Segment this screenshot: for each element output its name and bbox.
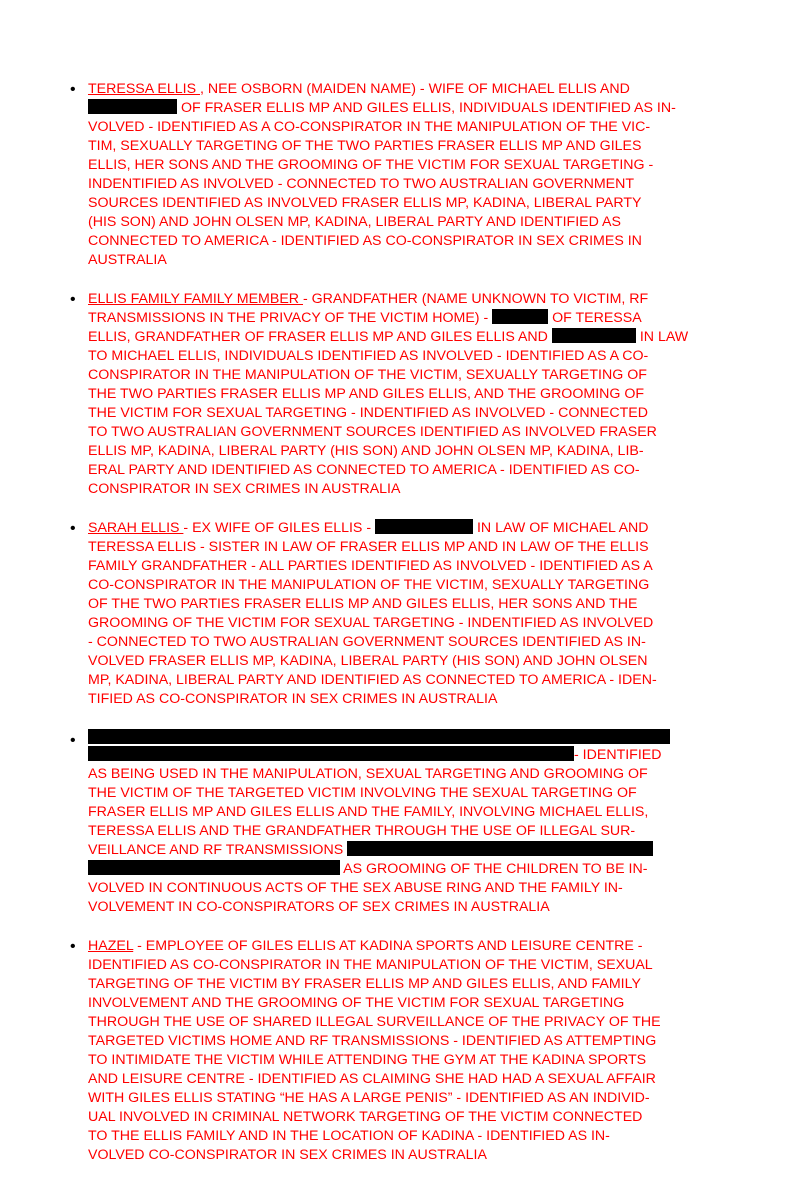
entry-name: ELLIS FAMILY FAMILY MEMBER xyxy=(88,291,303,307)
text-line: TO MICHAEL ELLIS, INDIVIDUALS IDENTIFIED AS INVOLVED - IDENTIFIED AS A CO- xyxy=(88,348,649,364)
text-line: TO TWO AUSTRALIAN GOVERNMENT SOURCES IDENTIFIED AS INVOLVED FRASER xyxy=(88,424,657,440)
list-item-redacted xyxy=(70,729,724,917)
redaction-bar xyxy=(375,519,473,534)
text-line: TARGETED VICTIMS HOME AND RF TRANSMISSIONS - IDENTIFIED AS ATTEMPTING xyxy=(88,1033,657,1049)
text-line: IDENTIFIED AS CO-CONSPIRATOR IN THE MANIPULATION OF THE VICTIM, SEXUAL xyxy=(88,957,653,973)
redaction-bar xyxy=(88,99,177,114)
text-line: VOLVEMENT IN CO-CONSPIRATORS OF SEX CRIMES IN AUSTRALIA xyxy=(88,899,550,915)
text-line: OF FRASER ELLIS MP AND GILES ELLIS, INDIVIDUALS IDENTIFIED AS IN- xyxy=(88,99,724,118)
text-line: ELLIS, HER SONS AND THE GROOMING OF THE VICTIM FOR SEXUAL TARGETING - xyxy=(88,157,654,173)
text-line: VOLVED - IDENTIFIED AS A CO-CONSPIRATOR IN THE MANIPULATION OF THE VIC- xyxy=(88,119,651,135)
text-line: TERESSA ELLIS - SISTER IN LAW OF FRASER ELLIS MP AND IN LAW OF THE ELLIS xyxy=(88,539,649,555)
text-line: VOLVED FRASER ELLIS MP, KADINA, LIBERAL PARTY (HIS SON) AND JOHN OLSEN xyxy=(88,653,648,669)
text-line: THE TWO PARTIES FRASER ELLIS MP AND GILES ELLIS, AND THE GROOMING OF xyxy=(88,386,645,402)
text-line: FAMILY GRANDFATHER - ALL PARTIES IDENTIFIED AS INVOLVED - IDENTIFIED AS A xyxy=(88,558,653,574)
text-line: CO-CONSPIRATOR IN THE MANIPULATION OF THE VICTIM, SEXUALLY TARGETING xyxy=(88,577,650,593)
text-line: SARAH ELLIS - EX WIFE OF GILES ELLIS - IN LAW OF MICHAEL AND xyxy=(88,520,649,536)
text-line: AND LEISURE CENTRE - IDENTIFIED AS CLAIMING SHE HAD HAD A SEXUAL AFFAIR xyxy=(88,1071,656,1087)
text-line: VOLVED CO-CONSPIRATOR IN SEX CRIMES IN AUSTRALIA xyxy=(88,1147,487,1163)
text-line: VEILLANCE AND RF TRANSMISSIONS xyxy=(88,841,724,860)
text-line: SOURCES IDENTIFIED AS INVOLVED FRASER ELLIS MP, KADINA, LIBERAL PARTY xyxy=(88,195,642,211)
bullet-icon: • xyxy=(70,732,76,749)
text-line: ERAL PARTY AND IDENTIFIED AS CONNECTED TO AMERICA - IDENTIFIED AS CO- xyxy=(88,462,640,478)
redaction-bar xyxy=(552,328,636,343)
text-line: TERESSA ELLIS AND THE GRANDFATHER THROUGH THE USE OF ILLEGAL SUR- xyxy=(88,823,636,839)
text-line: OF THE TWO PARTIES FRASER ELLIS MP AND GILES ELLIS, HER SONS AND THE xyxy=(88,596,638,612)
text-line: CONSPIRATOR IN THE MANIPULATION OF THE VICTIM, SEXUALLY TARGETING OF xyxy=(88,367,647,383)
text-line: TIM, SEXUALLY TARGETING OF THE TWO PARTIES FRASER ELLIS MP AND GILES xyxy=(88,138,642,154)
list-item-sarah-ellis xyxy=(70,519,724,709)
entry-name: SARAH ELLIS xyxy=(88,520,184,536)
text-line: - IDENTIFIED xyxy=(88,746,724,765)
text-line: TERESSA ELLIS , NEE OSBORN (MAIDEN NAME) - WIFE OF MICHAEL ELLIS AND xyxy=(88,81,630,97)
text-line: CONSPIRATOR IN SEX CRIMES IN AUSTRALIA xyxy=(88,481,401,497)
text-line: THE VICTIM FOR SEXUAL TARGETING - INDENTIFIED AS INVOLVED - CONNECTED xyxy=(88,405,648,421)
bullet-icon: • xyxy=(70,291,76,308)
text-line: INVOLVEMENT AND THE GROOMING OF THE VICTIM FOR SEXUAL TARGETING xyxy=(88,995,625,1011)
redaction-bar xyxy=(88,746,574,761)
text-line: (HIS SON) AND JOHN OLSEN MP, KADINA, LIBERAL PARTY AND IDENTIFIED AS xyxy=(88,214,621,230)
text-line: THROUGH THE USE OF SHARED ILLEGAL SURVEILLANCE OF THE PRIVACY OF THE xyxy=(88,1014,661,1030)
bullet-icon: • xyxy=(70,81,76,98)
redaction-bar xyxy=(347,841,653,856)
text-line: WITH GILES ELLIS STATING “HE HAS A LARGE PENIS” - IDENTIFIED AS AN INDIVID- xyxy=(88,1090,650,1106)
text-line: TO THE ELLIS FAMILY AND IN THE LOCATION OF KADINA - IDENTIFIED AS IN- xyxy=(88,1128,610,1144)
bullet-icon: • xyxy=(70,938,76,955)
text-line: AS GROOMING OF THE CHILDREN TO BE IN- xyxy=(88,860,724,879)
bullet-icon: • xyxy=(70,520,76,537)
text-line: HAZEL - EMPLOYEE OF GILES ELLIS AT KADINA SPORTS AND LEISURE CENTRE - xyxy=(88,938,643,954)
text-line: TRANSMISSIONS IN THE PRIVACY OF THE VICTIM HOME) - OF TERESSA xyxy=(88,310,642,326)
text-line: MP, KADINA, LIBERAL PARTY AND IDENTIFIED AS CONNECTED TO AMERICA - IDEN- xyxy=(88,672,657,688)
entry-list xyxy=(70,80,724,1185)
list-item-hazel xyxy=(70,937,724,1165)
text-line: ELLIS, GRANDFATHER OF FRASER ELLIS MP AND GILES ELLIS AND IN LAW xyxy=(88,329,689,345)
text-line: ELLIS FAMILY FAMILY MEMBER - GRANDFATHER (NAME UNKNOWN TO VICTIM, RF xyxy=(88,291,649,307)
text-line: ELLIS MP, KADINA, LIBERAL PARTY (HIS SON) AND JOHN OLSEN MP, KADINA, LIB- xyxy=(88,443,644,459)
entry-name: TERESSA ELLIS xyxy=(88,81,200,97)
text-line: VOLVED IN CONTINUOUS ACTS OF THE SEX ABUSE RING AND THE FAMILY IN- xyxy=(88,880,623,896)
text-line: FRASER ELLIS MP AND GILES ELLIS AND THE FAMILY, INVOLVING MICHAEL ELLIS, xyxy=(88,804,649,820)
text-line: TARGETING OF THE VICTIM BY FRASER ELLIS MP AND GILES ELLIS, AND FAMILY xyxy=(88,976,641,992)
text-line: TO INTIMIDATE THE VICTIM WHILE ATTENDING THE GYM AT THE KADINA SPORTS xyxy=(88,1052,647,1068)
text-line: INDENTIFIED AS INVOLVED - CONNECTED TO TWO AUSTRALIAN GOVERNMENT xyxy=(88,176,635,192)
text-line: - CONNECTED TO TWO AUSTRALIAN GOVERNMENT SOURCES IDENTIFIED AS IN- xyxy=(88,634,646,650)
text-line: AUSTRALIA xyxy=(88,252,167,268)
text-line: AS BEING USED IN THE MANIPULATION, SEXUAL TARGETING AND GROOMING OF xyxy=(88,766,648,782)
list-item-ellis-family-member xyxy=(70,290,724,499)
text-line: CONNECTED TO AMERICA - IDENTIFIED AS CO-CONSPIRATOR IN SEX CRIMES IN xyxy=(88,233,642,249)
text-line: UAL INVOLVED IN CRIMINAL NETWORK TARGETING OF THE VICTIM CONNECTED xyxy=(88,1109,643,1125)
text-line: THE VICTIM OF THE TARGETED VICTIM INVOLVING THE SEXUAL TARGETING OF xyxy=(88,785,637,801)
entry-name: HAZEL xyxy=(88,938,134,954)
redaction-bar xyxy=(492,309,548,324)
list-item-teressa-ellis xyxy=(70,80,724,270)
redaction-bar xyxy=(88,860,340,875)
text-line: TIFIED AS CO-CONSPIRATOR IN SEX CRIMES IN AUSTRALIA xyxy=(88,691,498,707)
redaction-bar xyxy=(88,729,670,744)
text-line: GROOMING OF THE VICTIM FOR SEXUAL TARGETING - INDENTIFIED AS INVOLVED xyxy=(88,615,654,631)
